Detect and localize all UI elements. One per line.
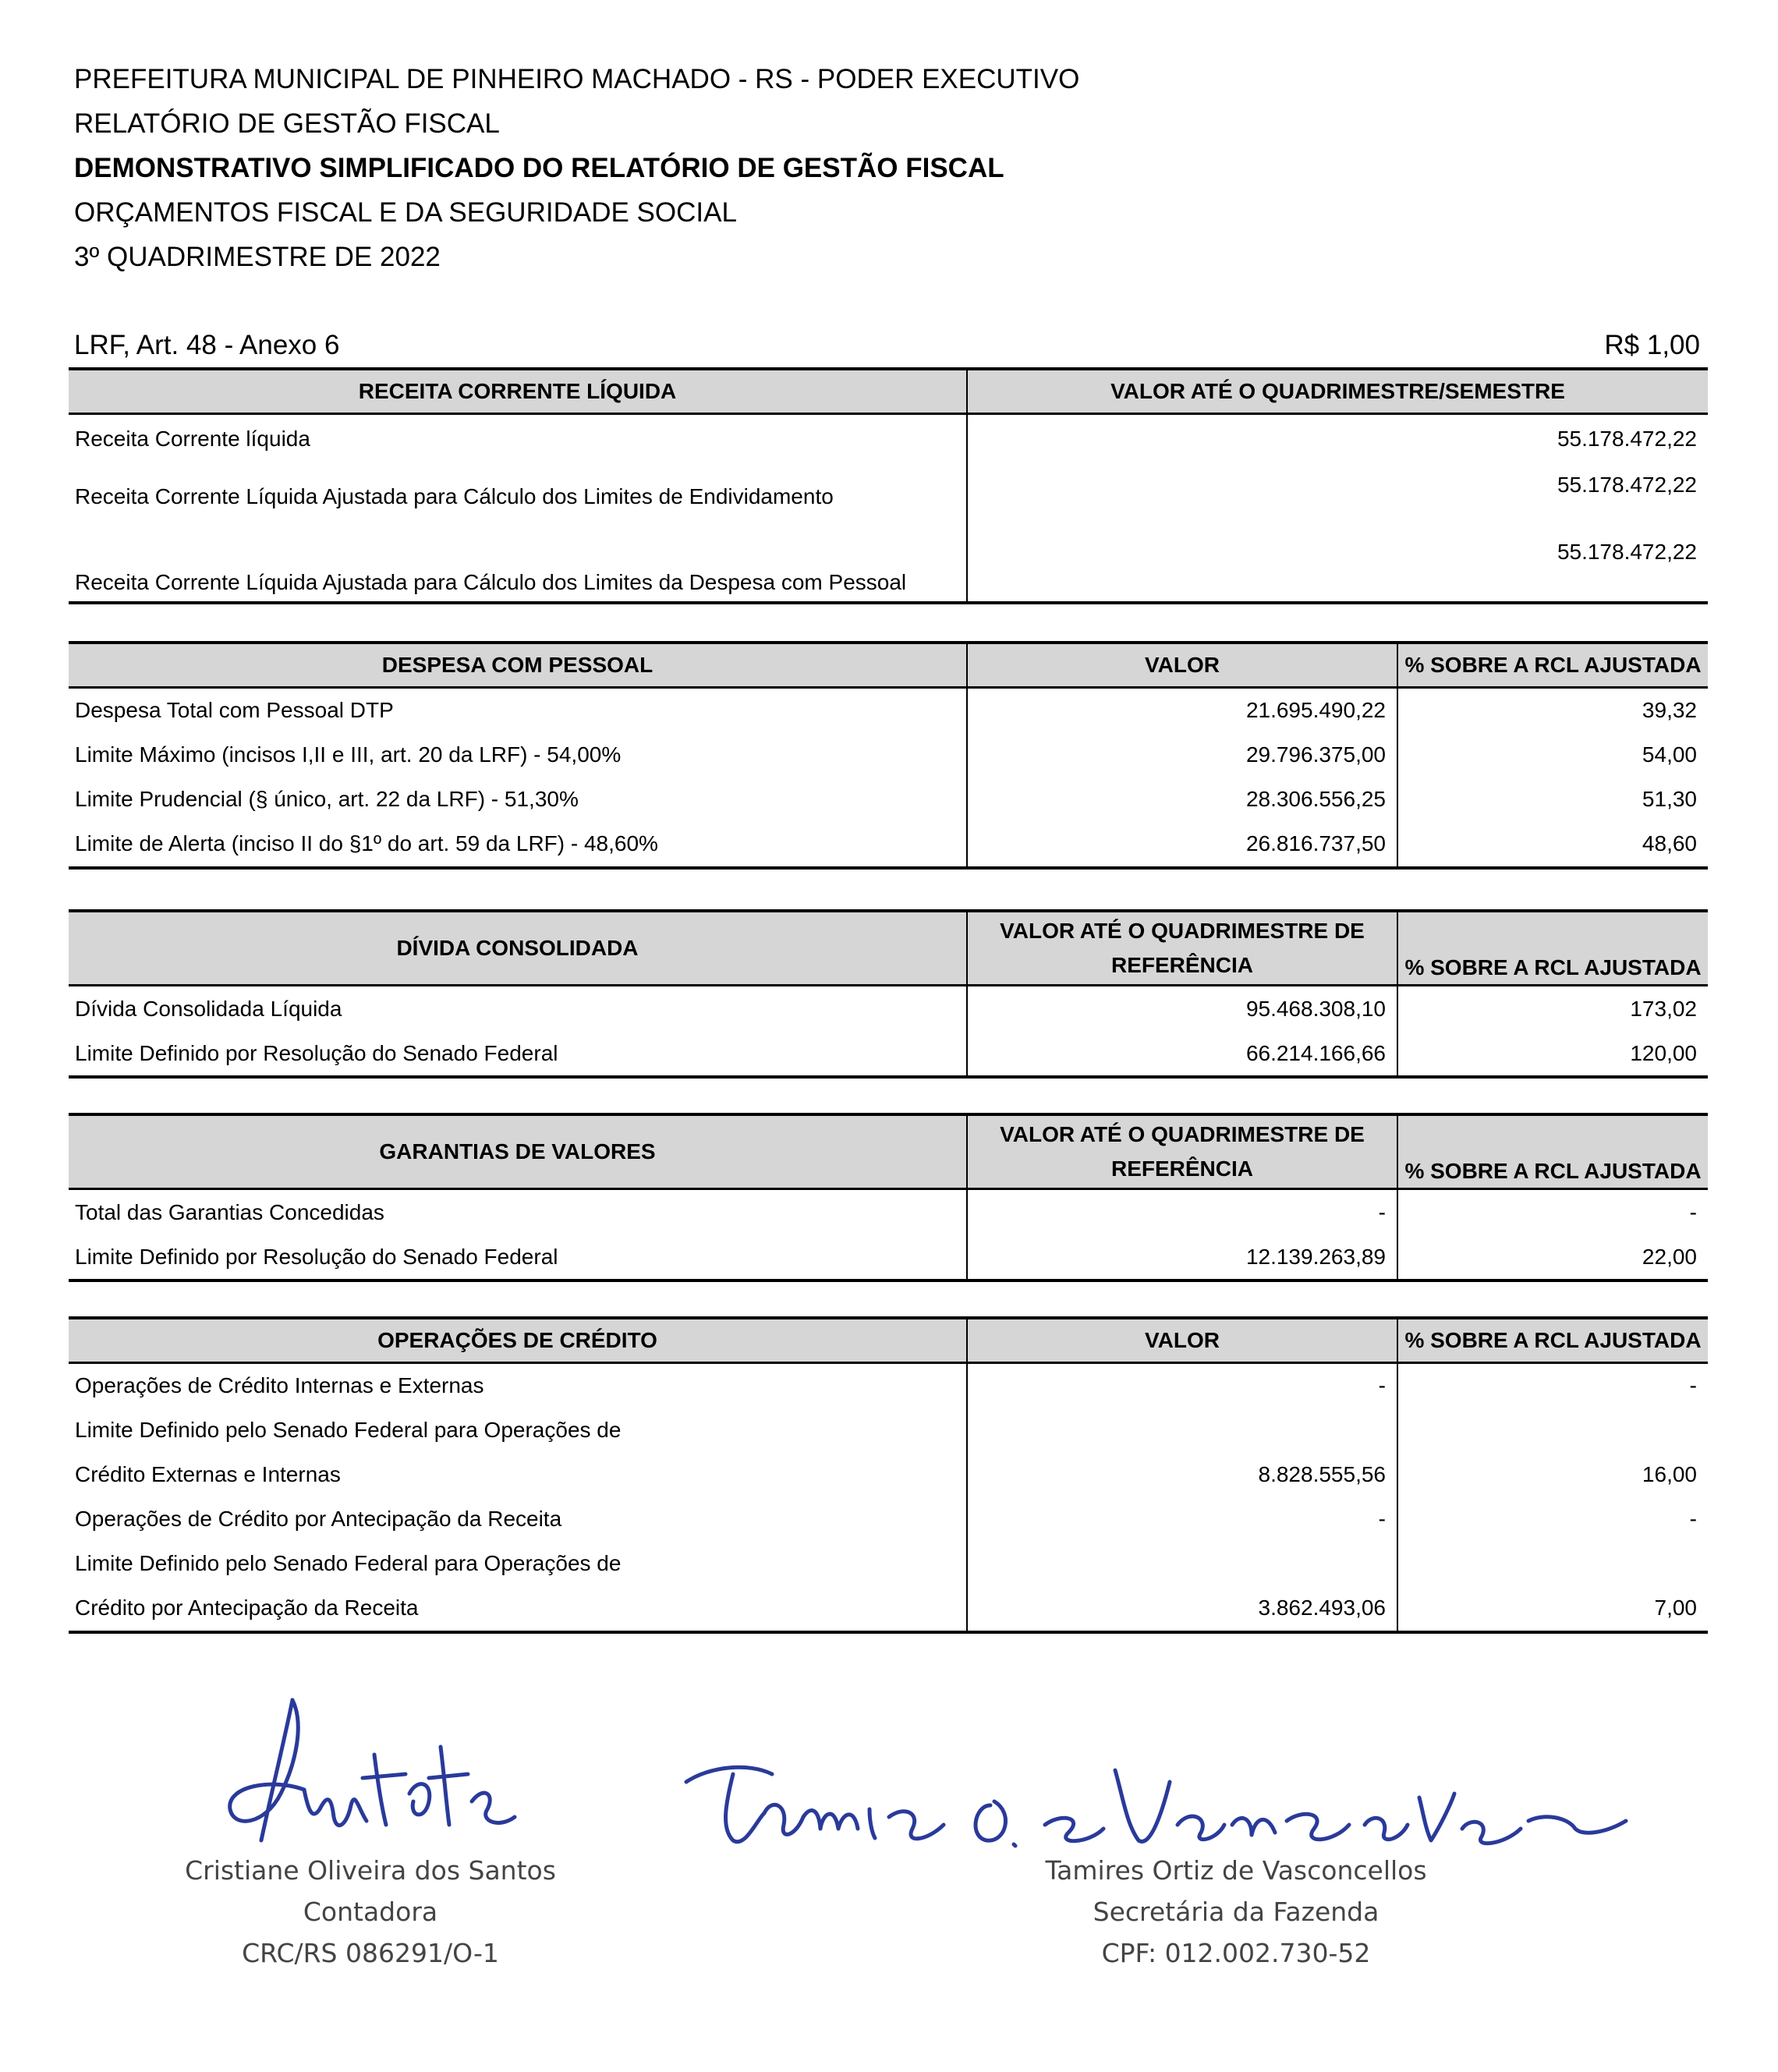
signer-registration: CRC/RS 086291/O-1 [242,1938,499,1968]
report-subtitle: DEMONSTRATIVO SIMPLIFICADO DO RELATÓRIO DE GESTÃO FISCAL [74,153,1004,183]
table-row [69,1408,1708,1453]
row-pct: - [1397,1189,1708,1235]
table-row [69,1453,1708,1497]
signature-scribble-accountant [218,1692,530,1864]
table-row [69,687,1708,733]
table-row [69,822,1708,868]
row-value: 28.306.556,25 [967,777,1397,822]
row-label: Limite de Alerta (inciso II do §1º do art. 59 da LRF) - 48,60% [69,822,967,868]
row-value: 66.214.166,66 [967,1031,1397,1077]
rcl-header-value: VALOR ATÉ O QUADRIMESTRE/SEMESTRE [967,369,1708,413]
municipality-title: PREFEITURA MUNICIPAL DE PINHEIRO MACHADO - RS - PODER EXECUTIVO [74,64,1080,94]
row-pct: 39,32 [1397,687,1708,733]
row-value: - [967,1497,1397,1542]
row-value: 8.828.555,56 [967,1453,1397,1497]
row-label: Total das Garantias Concedidas [75,1199,384,1224]
credit-operations-table [69,1316,1708,1634]
debt-header-value-line2: REFERÊNCIA [1110,953,1253,977]
row-label: Limite Definido pelo Senado Federal para Operações de [75,1418,622,1442]
debt-header-label: DÍVIDA CONSOLIDADA [69,911,967,986]
reporting-period: 3º QUADRIMESTRE DE 2022 [74,242,441,272]
table-row [69,733,1708,777]
guarantees-header-pct: % SOBRE A RCL AJUSTADA [1397,1114,1708,1189]
guarantees-header-value-line2: REFERÊNCIA [1110,1156,1253,1181]
personnel-header-pct: % SOBRE A RCL AJUSTADA [1397,643,1708,687]
table-row [69,1586,1708,1632]
guarantees-header-value-line1: VALOR ATÉ O QUADRIMESTRE DE [1000,1122,1365,1146]
row-pct: 51,30 [1397,777,1708,822]
report-title: RELATÓRIO DE GESTÃO FISCAL [74,108,500,139]
signer-name: Tamires Ortiz de Vasconcellos [1045,1855,1427,1886]
table-row [69,530,1708,603]
row-label: Receita Corrente Líquida Ajustada para Cálculo dos Limites de Endividamento [75,483,834,508]
rcl-header-label: RECEITA CORRENTE LÍQUIDA [69,369,967,413]
row-pct [1397,1408,1708,1453]
guarantees-table [69,1113,1708,1282]
row-pct: 48,60 [1397,822,1708,868]
row-pct [1397,1542,1708,1586]
row-label: Despesa Total com Pessoal DTP [75,698,394,722]
row-label: Limite Máximo (incisos I,II e III, art. 20 da LRF) - 54,00% [75,742,622,767]
rcl-table [69,367,1708,604]
row-value [967,1408,1397,1453]
row-pct: - [1397,1362,1708,1408]
row-value: 55.178.472,22 [967,463,1708,530]
row-label: Receita Corrente líquida [75,426,310,451]
row-pct: 120,00 [1397,1031,1708,1077]
row-value: 3.862.493,06 [967,1586,1397,1632]
row-value: 21.695.490,22 [967,687,1397,733]
debt-header-value [967,911,1397,986]
debt-header-value-line1: VALOR ATÉ O QUADRIMESTRE DE [1000,919,1365,943]
table-row [69,1189,1708,1235]
legal-reference: LRF, Art. 48 - Anexo 6 [74,330,340,360]
table-row [69,413,1708,463]
table-row [69,1497,1708,1542]
row-value: 95.468.308,10 [967,986,1397,1032]
currency-unit: R$ 1,00 [1604,330,1700,360]
personnel-header-value: VALOR [967,643,1397,687]
row-label: Crédito por Antecipação da Receita [69,1586,967,1632]
signature-block-secretary [959,1850,1513,1974]
row-label: Limite Definido pelo Senado Federal para Operações de [75,1551,622,1575]
signer-name: Cristiane Oliveira dos Santos [185,1855,556,1886]
table-row [69,986,1708,1032]
row-pct: 7,00 [1397,1586,1708,1632]
row-label: Limite Definido por Resolução do Senado Federal [69,1234,967,1280]
personnel-expense-table [69,641,1708,870]
row-value: - [967,1189,1397,1235]
credit-header-pct: % SOBRE A RCL AJUSTADA [1397,1318,1708,1362]
table-row [69,777,1708,822]
table-row [69,463,1708,530]
row-pct: - [1397,1497,1708,1542]
row-value [967,1542,1397,1586]
personnel-header-label: DESPESA COM PESSOAL [69,643,967,687]
row-pct: 22,00 [1397,1234,1708,1280]
row-pct: 173,02 [1397,986,1708,1032]
table-row [69,1362,1708,1408]
signer-role: Secretária da Fazenda [1093,1897,1380,1927]
row-value: 26.816.737,50 [967,822,1397,868]
row-label: Operações de Crédito por Antecipação da Receita [75,1507,562,1531]
row-pct: 16,00 [1397,1453,1708,1497]
row-label: Dívida Consolidada Líquida [75,996,342,1021]
credit-header-value: VALOR [967,1318,1397,1362]
row-pct: 54,00 [1397,733,1708,777]
table-row [69,1031,1708,1077]
row-value: - [967,1362,1397,1408]
row-label: Limite Definido por Resolução do Senado Federal [69,1031,967,1077]
row-label: Crédito Externas e Internas [75,1462,341,1486]
row-value: 55.178.472,22 [967,530,1708,603]
guarantees-header-value [967,1114,1397,1189]
budget-scope: ORÇAMENTOS FISCAL E DA SEGURIDADE SOCIAL [74,197,737,228]
signer-role: Contadora [303,1897,438,1927]
table-row [69,1542,1708,1586]
table-row [69,1234,1708,1280]
signature-block-accountant [109,1850,632,1974]
row-value: 29.796.375,00 [967,733,1397,777]
credit-header-label: OPERAÇÕES DE CRÉDITO [69,1318,967,1362]
guarantees-header-label: GARANTIAS DE VALORES [69,1114,967,1189]
row-value: 12.139.263,89 [967,1234,1397,1280]
row-label: Receita Corrente Líquida Ajustada para Cálculo dos Limites da Despesa com Pessoal [69,530,967,603]
consolidated-debt-table [69,909,1708,1079]
debt-header-pct: % SOBRE A RCL AJUSTADA [1397,911,1708,986]
row-value: 55.178.472,22 [967,413,1708,463]
row-label: Limite Prudencial (§ único, art. 22 da LRF) - 51,30% [75,787,579,811]
signer-registration: CPF: 012.002.730-52 [1101,1938,1371,1968]
row-label: Operações de Crédito Internas e Externas [75,1373,484,1397]
